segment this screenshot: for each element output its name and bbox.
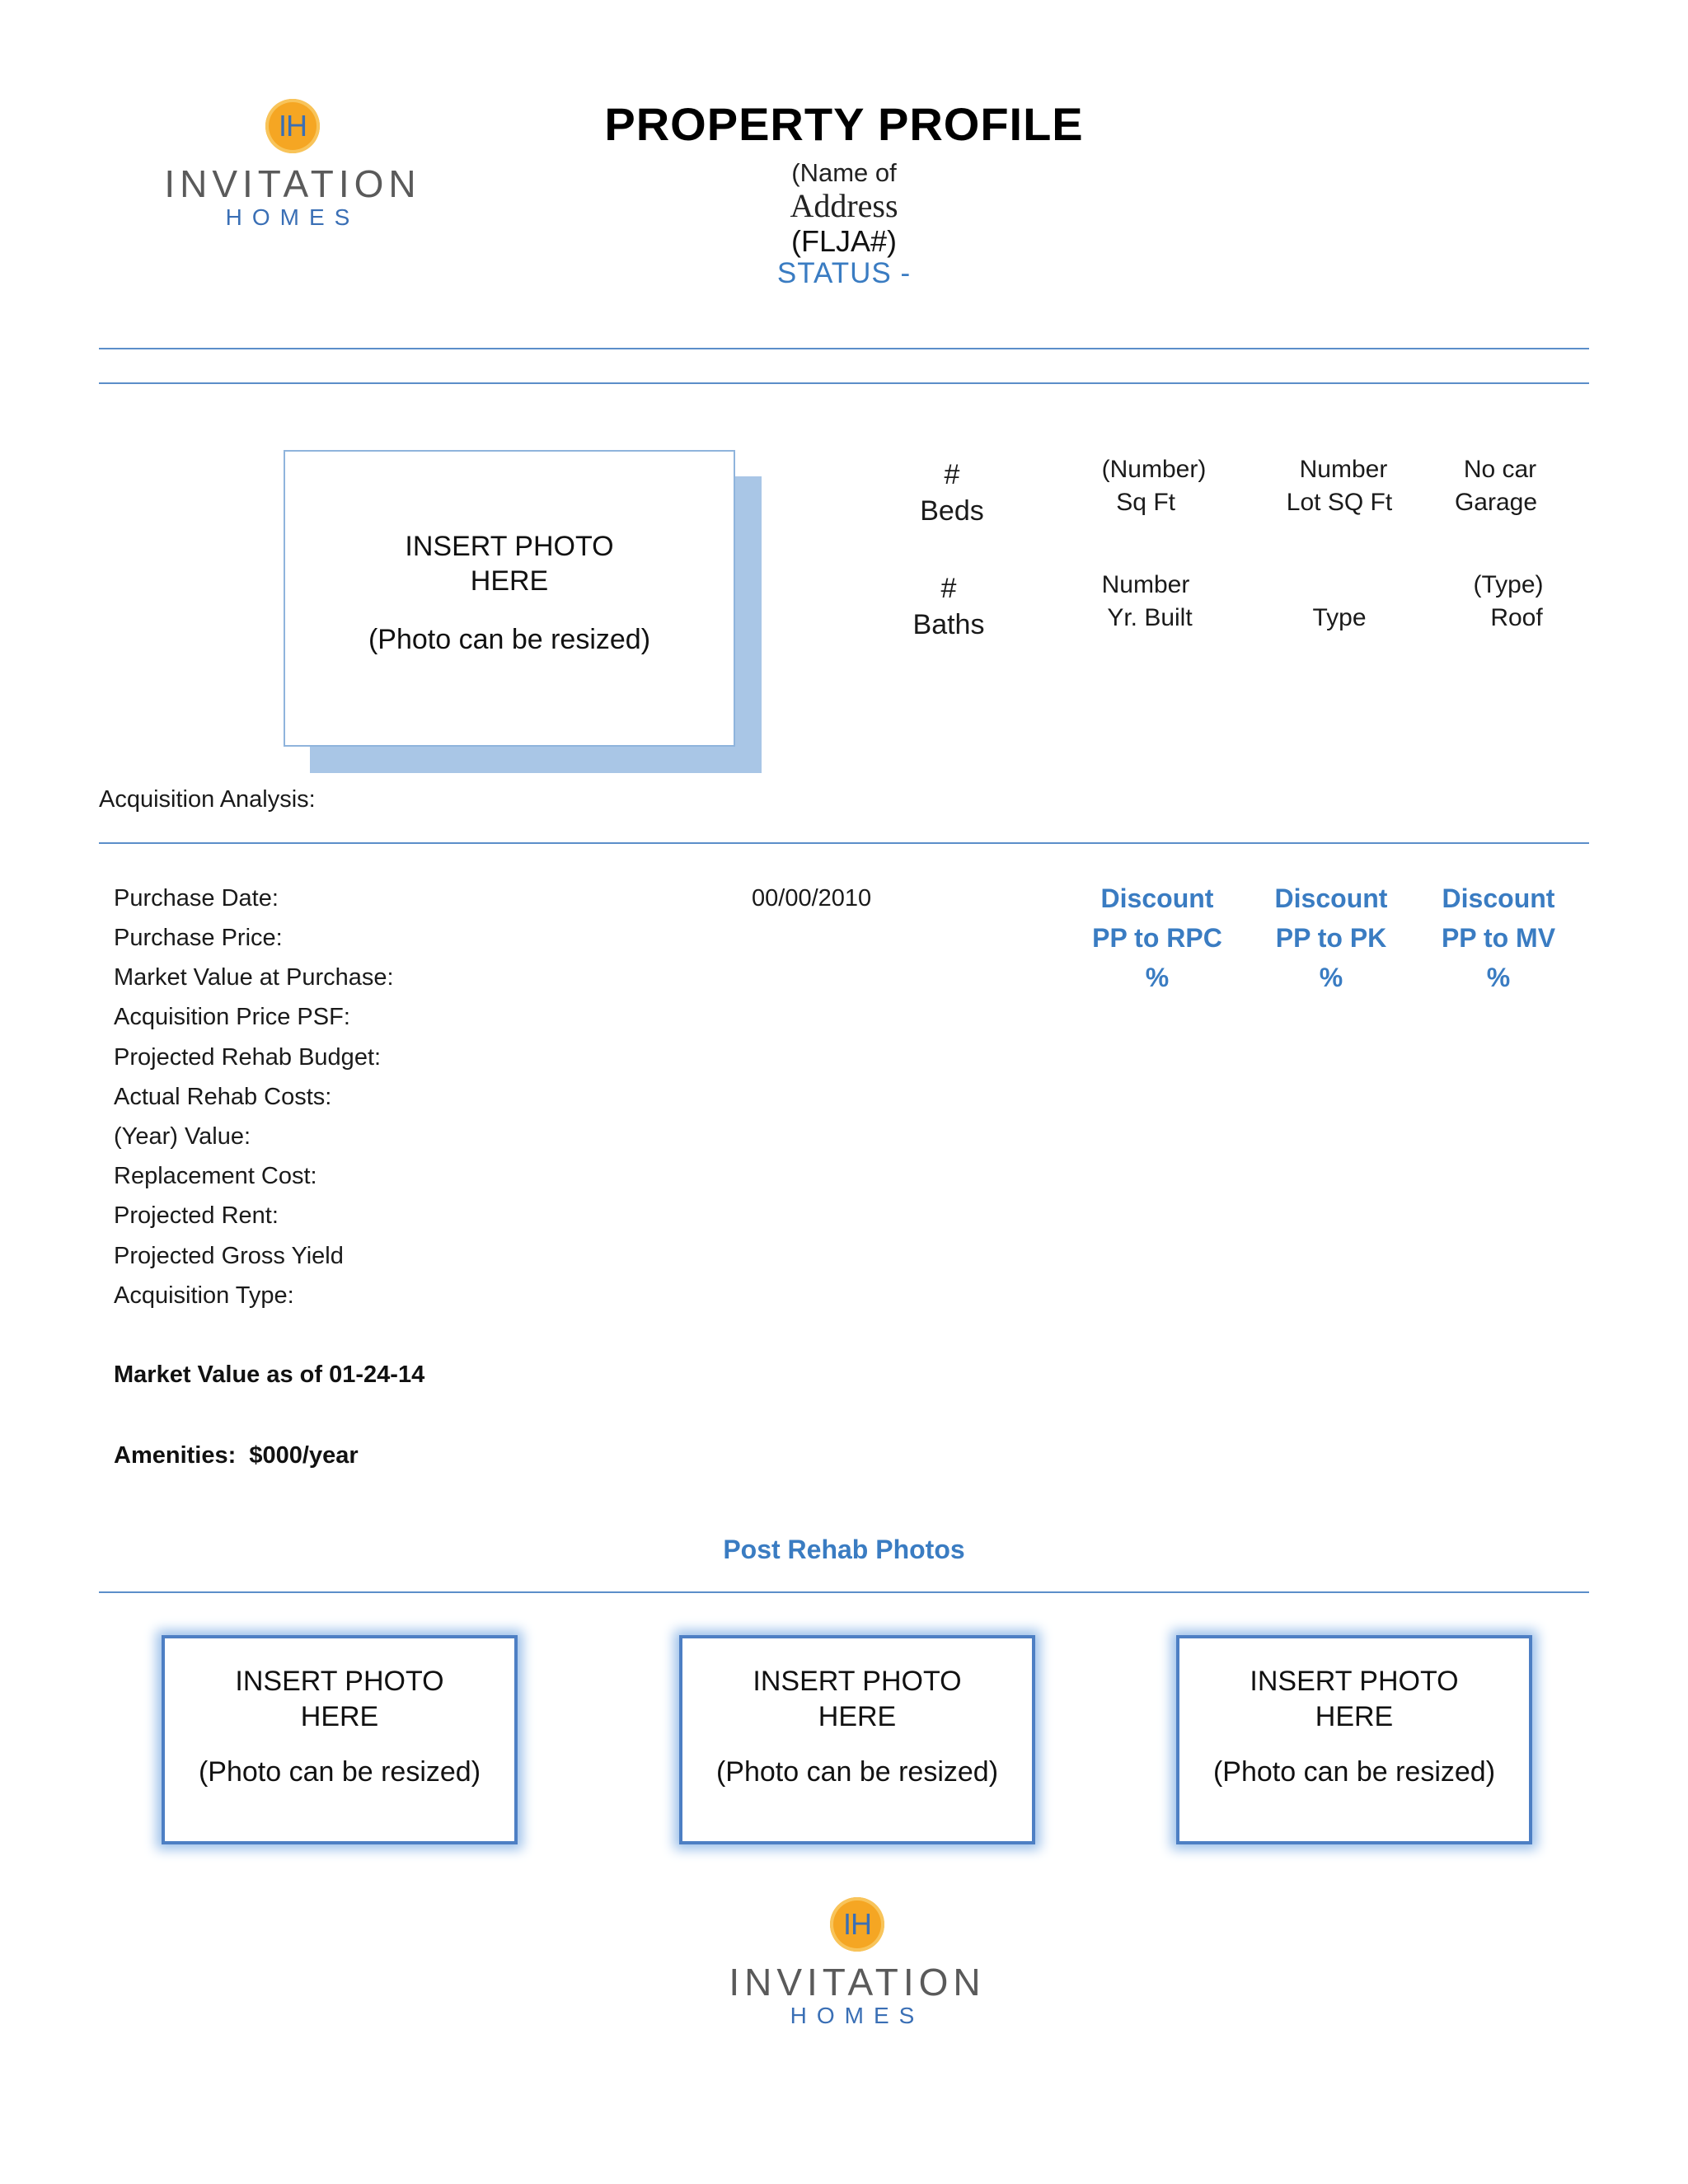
sqft-spec: (Number) Sq Ft [1101,456,1207,516]
footer-logo [717,1897,997,2029]
photo-text-2: HERE [818,1701,897,1732]
label-market-value: Market Value at Purchase: [114,964,394,991]
lot-spec: Number Lot SQ Ft [1286,456,1393,516]
year-built-spec: Number Yr. Built [1101,571,1193,631]
photo-text-1: INSERT PHOTO [405,531,614,562]
photo-text-2: HERE [470,565,549,597]
acquisition-heading: Acquisition Analysis: [99,786,316,813]
label-acquisition-type: Acquisition Type: [114,1282,294,1309]
logo-wordmark-sub: HOMES [225,204,360,230]
ih-badge-icon: IH [830,1897,884,1952]
beds-spec: # Beds [920,459,984,527]
photo-text-3: (Photo can be resized) [198,1756,481,1788]
label-gross-yield: Projected Gross Yield [114,1243,344,1269]
label-actual-rehab: Actual Rehab Costs: [114,1084,332,1110]
amenities-line: Amenities: $000/year [114,1442,359,1469]
roof-spec: (Type) Roof [1473,571,1544,631]
address-line: Address [790,187,898,224]
discount-pp-mv: Discount PP to MV % [1441,883,1556,992]
post-rehab-photo-2[interactable] [679,1635,1035,1844]
divider-top-2 [99,382,1589,384]
status-line: STATUS - [776,257,912,289]
discount-pp-rpc: Discount PP to RPC % [1092,883,1222,992]
garage-spec: No car Garage [1454,456,1538,516]
page-title: PROPERTY PROFILE [604,98,1084,150]
photo-text-1: INSERT PHOTO [235,1666,444,1697]
divider-post-rehab [99,1591,1589,1593]
discount-pp-pk: Discount PP to PK % [1274,883,1388,992]
photo-text-1: INSERT PHOTO [1250,1666,1459,1697]
photo-text-2: HERE [1315,1701,1394,1732]
label-replacement-cost: Replacement Cost: [114,1163,317,1189]
photo-text-3: (Photo can be resized) [368,624,651,655]
photo-text-1: INSERT PHOTO [753,1666,962,1697]
label-purchase-date: Purchase Date: [114,885,279,912]
flja-line: (FLJA#) [790,224,898,258]
label-acq-price-psf: Acquisition Price PSF: [114,1004,350,1030]
label-projected-rehab: Projected Rehab Budget: [114,1044,382,1071]
photo-text-3: (Photo can be resized) [715,1756,999,1788]
logo-wordmark: INVITATION [164,162,421,205]
purchase-date-value: 00/00/2010 [752,885,872,912]
main-photo-placeholder[interactable] [284,450,735,747]
type-spec: Type [1312,604,1367,631]
logo-wordmark-sub: HOMES [790,2003,925,2028]
label-purchase-price: Purchase Price: [114,925,283,951]
photo-text-2: HERE [300,1701,379,1732]
divider-top-1 [99,348,1589,349]
post-rehab-photo-3[interactable] [1176,1635,1532,1844]
label-year-value: (Year) Value: [114,1123,251,1150]
logo-wordmark: INVITATION [729,1961,986,2004]
divider-acquisition [99,842,1589,844]
name-line: (Name of [791,158,897,187]
ih-badge-icon: IH [265,99,320,153]
post-rehab-photo-1[interactable] [162,1635,518,1844]
market-value-as-of: Market Value as of 01-24-14 [114,1361,425,1388]
baths-spec: # Baths [912,573,985,640]
photo-text-3: (Photo can be resized) [1212,1756,1496,1788]
post-rehab-heading: Post Rehab Photos [723,1535,965,1564]
label-projected-rent: Projected Rent: [114,1202,279,1229]
